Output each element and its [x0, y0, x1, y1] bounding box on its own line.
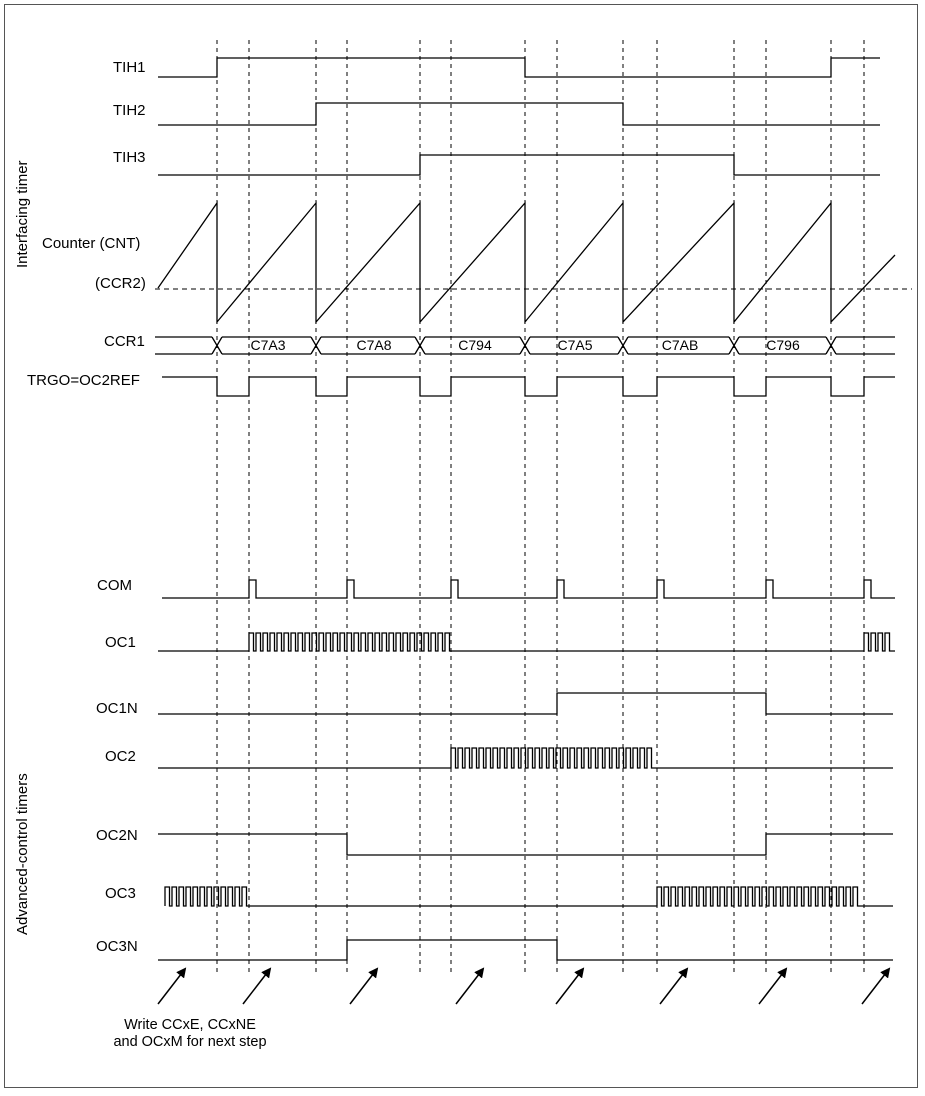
- write-arrow: [759, 969, 786, 1004]
- counter-sawtooth: [158, 203, 895, 322]
- label-oc1: OC1: [105, 634, 136, 651]
- label-counter: Counter (CNT): [42, 235, 141, 252]
- label-oc2n: OC2N: [96, 827, 138, 844]
- section-label-advanced: Advanced-control timers: [14, 773, 31, 935]
- ccr1-value-5: C7AB: [661, 337, 699, 353]
- label-ccr1: CCR1: [104, 333, 145, 350]
- label-tih3: TIH3: [113, 149, 146, 166]
- label-com: COM: [97, 577, 132, 594]
- tih3-wave: [158, 155, 880, 175]
- ccr1-value-3: C794: [458, 337, 492, 353]
- label-ccr2: (CCR2): [95, 275, 146, 292]
- label-oc3: OC3: [105, 885, 136, 902]
- write-arrow: [456, 969, 483, 1004]
- label-oc3n: OC3N: [96, 938, 138, 955]
- note-line-1: Write CCxE, CCxNE: [124, 1017, 256, 1033]
- oc3n-wave: [158, 940, 893, 960]
- write-arrow: [660, 969, 687, 1004]
- write-arrow: [862, 969, 889, 1004]
- ccr1-value-6: C796: [766, 337, 800, 353]
- write-arrows: [158, 969, 889, 1004]
- trgo-wave: [162, 377, 895, 396]
- write-arrow: [158, 969, 185, 1004]
- label-oc2: OC2: [105, 748, 136, 765]
- write-arrow: [556, 969, 583, 1004]
- write-arrow: [243, 969, 270, 1004]
- section-label-interfacing: Interfacing timer: [14, 160, 31, 268]
- com-wave: [162, 580, 895, 598]
- oc2-wave: [158, 748, 893, 768]
- tih1-wave: [158, 58, 880, 77]
- note-line-2: and OCxM for next step: [113, 1034, 267, 1050]
- ccr1-value-4: C7A5: [557, 337, 593, 353]
- oc3-wave: [165, 887, 893, 906]
- ccr1-value-2: C7A8: [356, 337, 392, 353]
- label-tih2: TIH2: [113, 102, 146, 119]
- label-trgo: TRGO=OC2REF: [27, 372, 140, 389]
- label-tih1: TIH1: [113, 59, 146, 76]
- guide-lines: [217, 40, 864, 975]
- ccr1-value-1: C7A3: [250, 337, 286, 353]
- write-arrow: [350, 969, 377, 1004]
- tih2-wave: [158, 103, 880, 125]
- label-oc1n: OC1N: [96, 700, 138, 717]
- oc1-wave: [158, 633, 895, 651]
